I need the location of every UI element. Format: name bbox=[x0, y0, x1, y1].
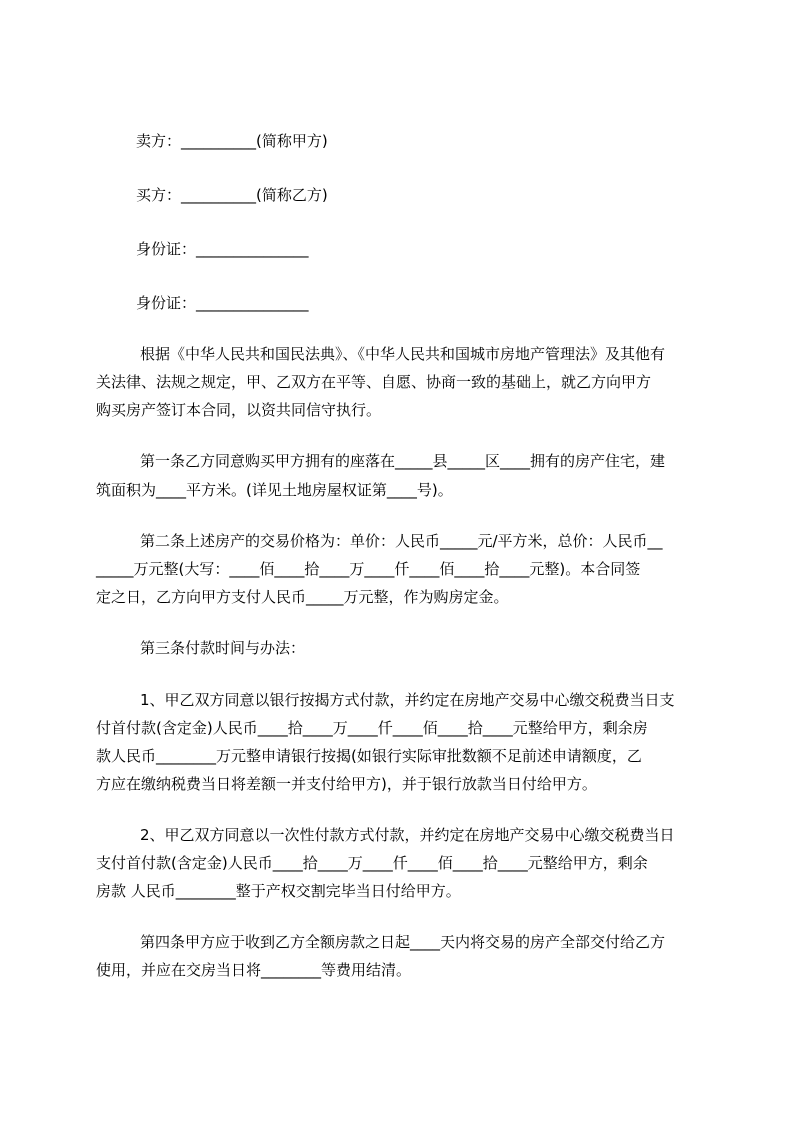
article-3-item-2-line-3: 房款 人民币________整于产权交割完毕当日付给甲方。 bbox=[96, 882, 461, 900]
article-2-line-2: _____万元整(大写：____佰____拾____万____仟____佰____拾____元整)。本合同签 bbox=[96, 560, 641, 578]
article-3-item-1-line-3: 款人民币________万元整申请银行按揭(如银行实际审批数额不足前述申请额度，乙 bbox=[96, 747, 642, 765]
article-4-line-1: 第四条甲方应于收到乙方全额房款之日起____天内将交易的房产全部交付给乙方 bbox=[140, 933, 666, 951]
article-3-item-1-line-1: 1、甲乙双方同意以银行按揭方式付款，并约定在房地产交易中心缴交税费当日支 bbox=[140, 691, 675, 709]
article-2-line-3: 定之日，乙方向甲方支付人民币_____万元整，作为购房定金。 bbox=[96, 588, 509, 606]
id-card-line-2: 身份证：_______________ bbox=[136, 294, 309, 312]
seller-line: 卖方：__________(简称甲方) bbox=[136, 132, 328, 150]
article-3-item-2-line-1: 2、甲乙双方同意以一次性付款方式付款，并约定在房地产交易中心缴交税费当日 bbox=[140, 826, 675, 844]
article-3-item-2-line-2: 支付首付款(含定金)人民币____拾____万____仟____佰____拾____元整给甲方，剩余 bbox=[96, 854, 648, 872]
article-3-item-1-line-4: 方应在缴纳税费当日将差额一并支付给甲方)，并于银行放款当日付给甲方。 bbox=[96, 775, 597, 793]
article-1-line-1: 第一条乙方同意购买甲方拥有的座落在_____县_____区____拥有的房产住宅，建 bbox=[140, 452, 666, 470]
article-3-item-1-line-2: 付首付款(含定金)人民币____拾____万____仟____佰____拾____元整给甲方，剩余房 bbox=[96, 719, 648, 737]
id-card-line-1: 身份证：_______________ bbox=[136, 240, 309, 258]
article-1-line-2: 筑面积为____平方米。(详见土地房屋权证第____号)。 bbox=[96, 481, 453, 499]
article-2-line-1: 第二条上述房产的交易价格为：单价：人民币_____元/平方米，总价：人民币__ bbox=[140, 532, 663, 550]
article-3-title: 第三条付款时间与办法： bbox=[140, 639, 306, 657]
preamble-line-3: 购买房产签订本合同，以资共同信守执行。 bbox=[96, 401, 382, 419]
buyer-line: 买方：__________(简称乙方) bbox=[136, 186, 328, 204]
preamble-line-1: 根据《中华人民共和国民法典》、《中华人民共和国城市房地产管理法》及其他有 bbox=[140, 345, 666, 363]
article-4-line-2: 使用，并应在交房当日将________等费用结清。 bbox=[96, 961, 412, 979]
preamble-line-2: 关法律、法规之规定，甲、乙双方在平等、自愿、协商一致的基础上，就乙方向甲方 bbox=[96, 373, 652, 391]
